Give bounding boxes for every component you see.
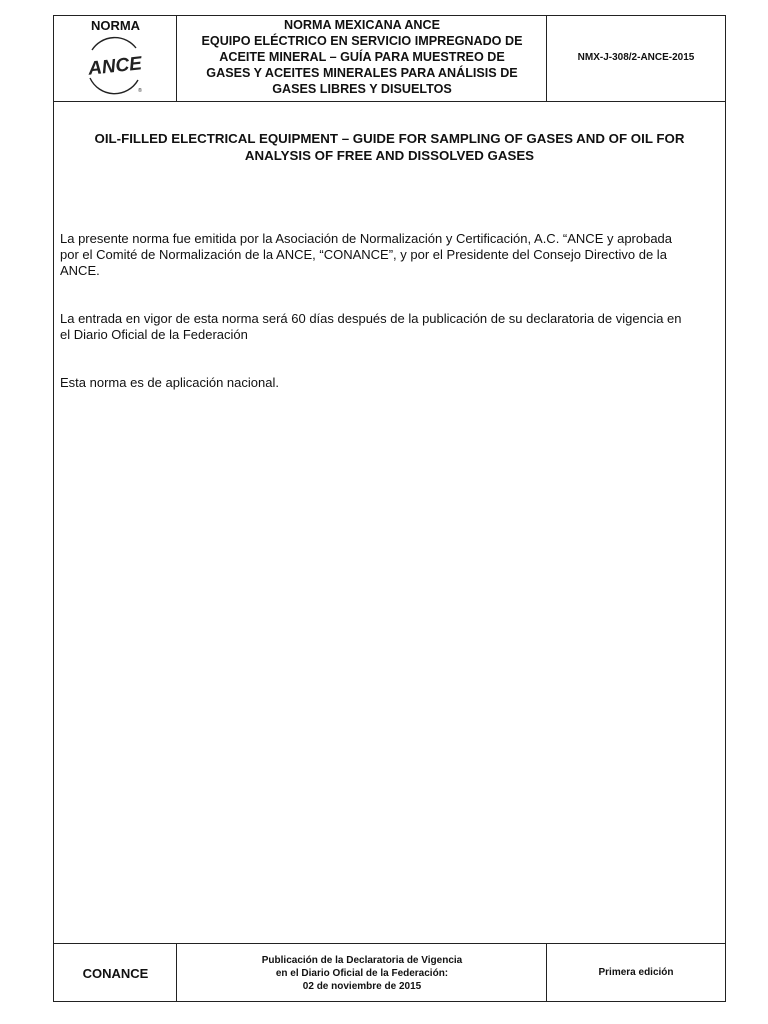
header-title-cell: [177, 16, 547, 101]
publication-info: [177, 954, 547, 993]
header-title: [177, 17, 547, 97]
footer-publication-cell: [177, 944, 547, 1002]
header-table: [54, 16, 725, 102]
publication-line: en el Diario Oficial de la Federación:: [275, 968, 449, 979]
logo-registered-mark: ®: [138, 88, 142, 94]
standard-code: NMX-J-308/2-ANCE-2015: [577, 52, 695, 63]
paragraph-issuance: [60, 231, 720, 279]
footer-edition-cell: [547, 944, 725, 1002]
english-title-line: OIL-FILLED ELECTRICAL EQUIPMENT – GUIDE FOR SAMPLING OF GASES AND OF OIL FOR: [94, 131, 685, 146]
english-title: [74, 130, 705, 164]
header-title-line: ACEITE MINERAL – GUÍA PARA MUESTREO DE: [219, 50, 505, 64]
header-title-line: GASES Y ACEITES MINERALES PARA ANÁLISIS DE: [206, 66, 518, 80]
committee-name: CONANCE: [82, 966, 149, 981]
edition-label: Primera edición: [598, 967, 674, 978]
header-title-line: GASES LIBRES Y DISUELTOS: [272, 82, 452, 96]
paragraph-effective-date: [60, 311, 720, 343]
paragraph-line: por el Comité de Normalización de la ANCE, “CONANCE”, y por el Presidente del Consejo Directivo de la: [60, 247, 667, 262]
paragraph-line: Esta norma es de aplicación nacional.: [60, 375, 279, 390]
footer-committee-cell: [54, 944, 177, 1002]
footer-table: [54, 943, 725, 1002]
paragraph-scope: [60, 375, 720, 391]
header-code-cell: [547, 16, 725, 101]
header-logo-cell: [54, 16, 177, 101]
header-title-line: NORMA MEXICANA ANCE: [283, 18, 441, 32]
english-title-line: ANALYSIS OF FREE AND DISSOLVED GASES: [244, 148, 535, 163]
logo-text: ANCE: [87, 53, 143, 80]
publication-line: Publicación de la Declaratoria de Vigencia: [261, 955, 463, 966]
paragraph-line: ANCE.: [60, 263, 100, 278]
paragraph-line: La presente norma fue emitida por la Asociación de Normalización y Certificación, A.C. “ANCE y aprobada: [60, 231, 673, 246]
norma-label: NORMA: [90, 18, 141, 33]
paragraph-line: el Diario Oficial de la Federación: [60, 327, 248, 342]
ance-logo: [80, 34, 150, 98]
paragraph-line: La entrada en vigor de esta norma será 60 días después de la publicación de su declaratoria de vigencia en: [60, 311, 682, 326]
publication-line: 02 de noviembre de 2015: [302, 981, 422, 992]
header-title-line: EQUIPO ELÉCTRICO EN SERVICIO IMPREGNADO DE: [201, 34, 523, 48]
document-page: [53, 15, 726, 1002]
